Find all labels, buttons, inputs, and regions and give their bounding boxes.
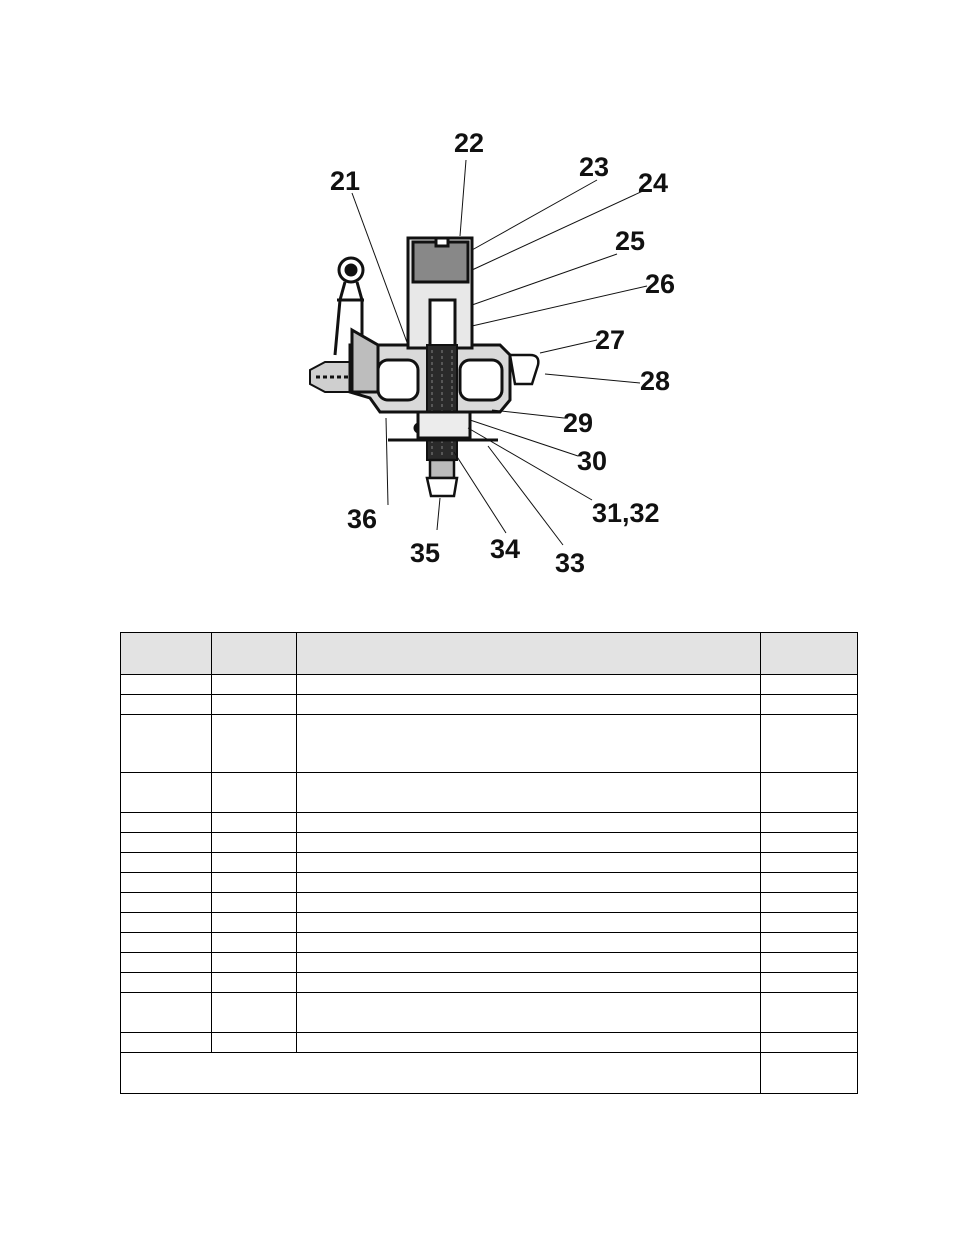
callout-label: 29: [563, 408, 594, 438]
callout-label: 33: [555, 548, 586, 578]
table-cell: [297, 813, 761, 833]
table-row: [121, 1033, 858, 1053]
table-row: [121, 715, 858, 773]
table-cell: [121, 933, 212, 953]
callout-label: 21: [330, 166, 361, 196]
callout-label: 27: [595, 325, 626, 355]
table-cell: [297, 933, 761, 953]
table-cell: [121, 873, 212, 893]
table-cell: [297, 675, 761, 695]
table-cell: [297, 695, 761, 715]
upper-cylinder: [408, 238, 472, 348]
table-cell: [212, 853, 297, 873]
table-cell: [297, 893, 761, 913]
table-cell: [297, 993, 761, 1033]
table-cell: [761, 813, 858, 833]
table-cell: [761, 873, 858, 893]
table-cell: [761, 853, 858, 873]
table-row: [121, 893, 858, 913]
table-cell: [121, 695, 212, 715]
table-cell: [761, 893, 858, 913]
table-cell: [297, 953, 761, 973]
table-cell: [212, 695, 297, 715]
table-cell: [121, 973, 212, 993]
table-cell: [761, 933, 858, 953]
table-cell: [761, 973, 858, 993]
table-cell: [297, 873, 761, 893]
table-cell: [121, 853, 212, 873]
callout-label: 22: [454, 128, 485, 158]
table-cell: [761, 675, 858, 695]
parts-table: [120, 632, 858, 1094]
table-note-row: [121, 1053, 858, 1094]
table-cell: [121, 893, 212, 913]
table-row: [121, 813, 858, 833]
table-cell: [761, 695, 858, 715]
table-cell: [212, 913, 297, 933]
callout-label: 26: [645, 269, 676, 299]
table-cell: [761, 1033, 858, 1053]
table-cell: [212, 833, 297, 853]
table-row: [121, 873, 858, 893]
table-cell: [121, 715, 212, 773]
header-cell: [761, 633, 858, 675]
table-row: [121, 993, 858, 1033]
table-cell: [297, 913, 761, 933]
right-elbow: [510, 355, 538, 384]
table-row: [121, 973, 858, 993]
table-cell: [212, 1033, 297, 1053]
table-cell: [121, 913, 212, 933]
table-cell: [761, 953, 858, 973]
table-row: [121, 933, 858, 953]
table-header-row: [121, 633, 858, 675]
table-cell: [761, 913, 858, 933]
table-cell: [212, 813, 297, 833]
table-cell: [121, 993, 212, 1033]
header-cell: [212, 633, 297, 675]
callout-label: 31,32: [592, 498, 660, 528]
table-cell: [761, 773, 858, 813]
callout-label: 36: [347, 504, 378, 534]
side-nozzle: [310, 362, 350, 392]
table-cell: [297, 773, 761, 813]
table-row: [121, 833, 858, 853]
table-cell: [212, 993, 297, 1033]
callout-label: 24: [638, 168, 669, 198]
table-cell: [297, 833, 761, 853]
table-row: [121, 913, 858, 933]
table-cell: [121, 1033, 212, 1053]
table-cell: [212, 893, 297, 913]
callout-label: 25: [615, 226, 646, 256]
note-cell: [761, 1053, 858, 1094]
callout-label: 34: [490, 534, 521, 564]
header-cell: [297, 633, 761, 675]
table-cell: [212, 675, 297, 695]
table-cell: [212, 773, 297, 813]
table-cell: [297, 1033, 761, 1053]
callout-label: 35: [410, 538, 441, 568]
table-cell: [297, 715, 761, 773]
table-row: [121, 675, 858, 695]
table-row: [121, 953, 858, 973]
table-row: [121, 695, 858, 715]
table-cell: [121, 953, 212, 973]
header-cell: [121, 633, 212, 675]
central-shaft: [427, 345, 457, 460]
callout-label: 23: [579, 152, 610, 182]
table-cell: [297, 853, 761, 873]
callout-label: 28: [640, 366, 671, 396]
table-cell: [212, 873, 297, 893]
table-row: [121, 773, 858, 813]
table-cell: [761, 715, 858, 773]
note-cell: [121, 1053, 761, 1094]
table-cell: [212, 953, 297, 973]
table-cell: [761, 993, 858, 1033]
table-cell: [212, 715, 297, 773]
table-cell: [121, 675, 212, 695]
table-cell: [297, 973, 761, 993]
callout-label: 30: [577, 446, 608, 476]
table-cell: [121, 773, 212, 813]
table-cell: [121, 833, 212, 853]
table-row: [121, 853, 858, 873]
bottom-nipple: [427, 460, 457, 496]
table-cell: [212, 933, 297, 953]
table-cell: [761, 833, 858, 853]
table-cell: [121, 813, 212, 833]
table-cell: [212, 973, 297, 993]
